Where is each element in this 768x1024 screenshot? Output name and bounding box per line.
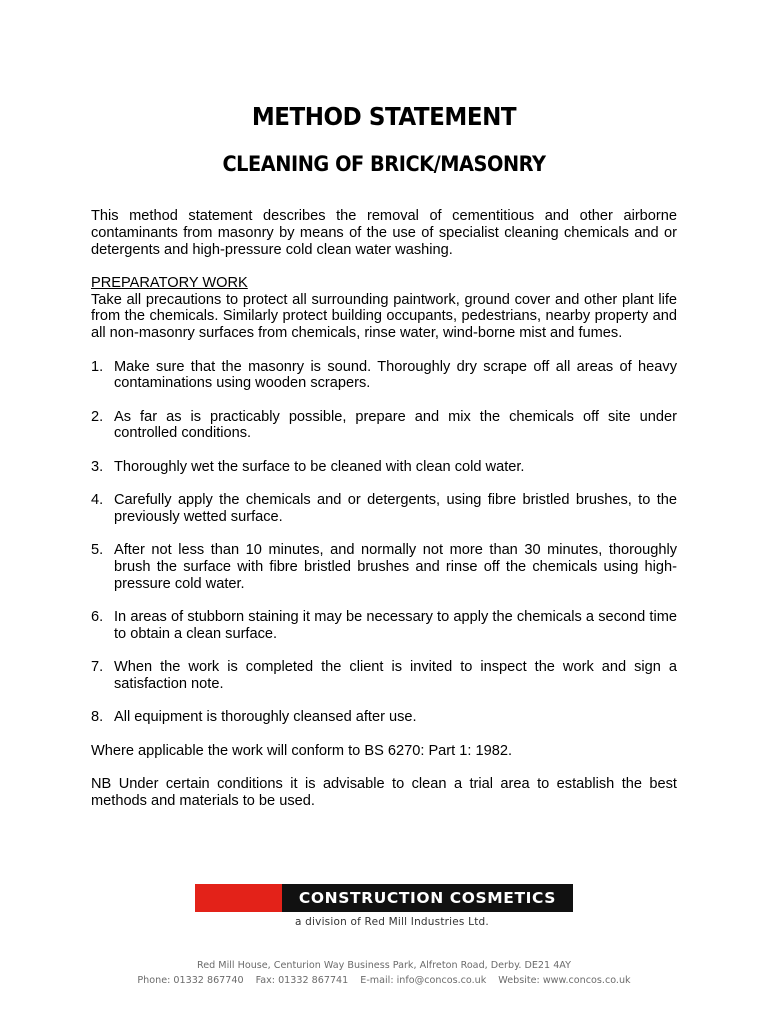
logo-red-block [195, 884, 282, 912]
list-item [91, 542, 677, 592]
step-number: 5. [91, 542, 104, 559]
step-text: As far as is practicably possible, prepare and mix the chemicals off site under controlled conditions. [114, 408, 677, 442]
preparatory-paragraph: Take all precautions to protect all surrounding paintwork, ground cover and other plant life from the chemicals. Similarly protect building occupants, pedestrians, nearby property and all non-masonry surfaces from chemicals, rinse water, wind-borne mist and fumes. [91, 291, 677, 342]
step-text: Thoroughly wet the surface to be cleaned with clean cold water. [114, 458, 525, 475]
footer-email: E-mail: info@concos.co.uk [360, 975, 487, 986]
list-item [91, 659, 677, 693]
step-number: 3. [91, 458, 104, 475]
list-item [91, 709, 677, 726]
step-number: 6. [91, 609, 104, 626]
steps-list [91, 359, 677, 726]
step-text: Carefully apply the chemicals and or detergents, using fibre bristled brushes, to the previously wetted surface. [114, 492, 677, 525]
list-item [91, 459, 677, 476]
intro-paragraph: This method statement describes the removal of cementitious and other airborne contaminants from masonry by means of the use of specialist cleaning chemicals and or detergents and high-pressure cold clean water washing. [91, 208, 677, 258]
step-number: 1. [91, 358, 104, 375]
list-item [91, 359, 677, 393]
step-number: 4. [91, 492, 104, 509]
company-logo [195, 884, 573, 912]
preparatory-heading: PREPARATORY WORK [91, 274, 248, 291]
step-text: After not less than 10 minutes, and normally not more than 30 minutes, thoroughly brush the surface with fibre bristled brushes and rinse off the chemicals using high-pressure cold water. [114, 542, 677, 592]
footer-address: Red Mill House, Centurion Way Business Park, Alfreton Road, Derby. DE21 4AY [197, 960, 571, 971]
footer-fax: Fax: 01332 867741 [255, 975, 349, 986]
conformance-paragraph: Where applicable the work will conform to BS 6270: Part 1: 1982. [91, 742, 513, 759]
list-item [91, 609, 677, 643]
step-number: 2. [91, 408, 104, 425]
logo-division-text: a division of Red Mill Industries Ltd. [295, 916, 489, 928]
step-text: When the work is completed the client is invited to inspect the work and sign a satisfaction note. [114, 659, 677, 692]
list-item [91, 492, 677, 526]
step-text: Make sure that the masonry is sound. Thoroughly dry scrape off all areas of heavy contaminations using wooden scrapers. [114, 358, 677, 392]
step-text: In areas of stubborn staining it may be necessary to apply the chemicals a second time to obtain a clean surface. [114, 609, 677, 642]
list-item [91, 409, 677, 443]
logo-name: CONSTRUCTION COSMETICS [282, 884, 573, 912]
footer-contact [0, 975, 768, 986]
step-text: All equipment is thoroughly cleansed after use. [114, 709, 417, 726]
step-number: 7. [91, 659, 104, 676]
page-subtitle: CLEANING OF BRICK/MASONRY [222, 152, 546, 176]
page-title: METHOD STATEMENT [251, 102, 517, 131]
document-body [91, 208, 677, 826]
footer-phone: Phone: 01332 867740 [137, 975, 244, 986]
note-paragraph: NB Under certain conditions it is advisable to clean a trial area to establish the best methods and materials to be used. [91, 775, 677, 809]
footer-website: Website: www.concos.co.uk [498, 975, 631, 986]
step-number: 8. [91, 709, 104, 726]
